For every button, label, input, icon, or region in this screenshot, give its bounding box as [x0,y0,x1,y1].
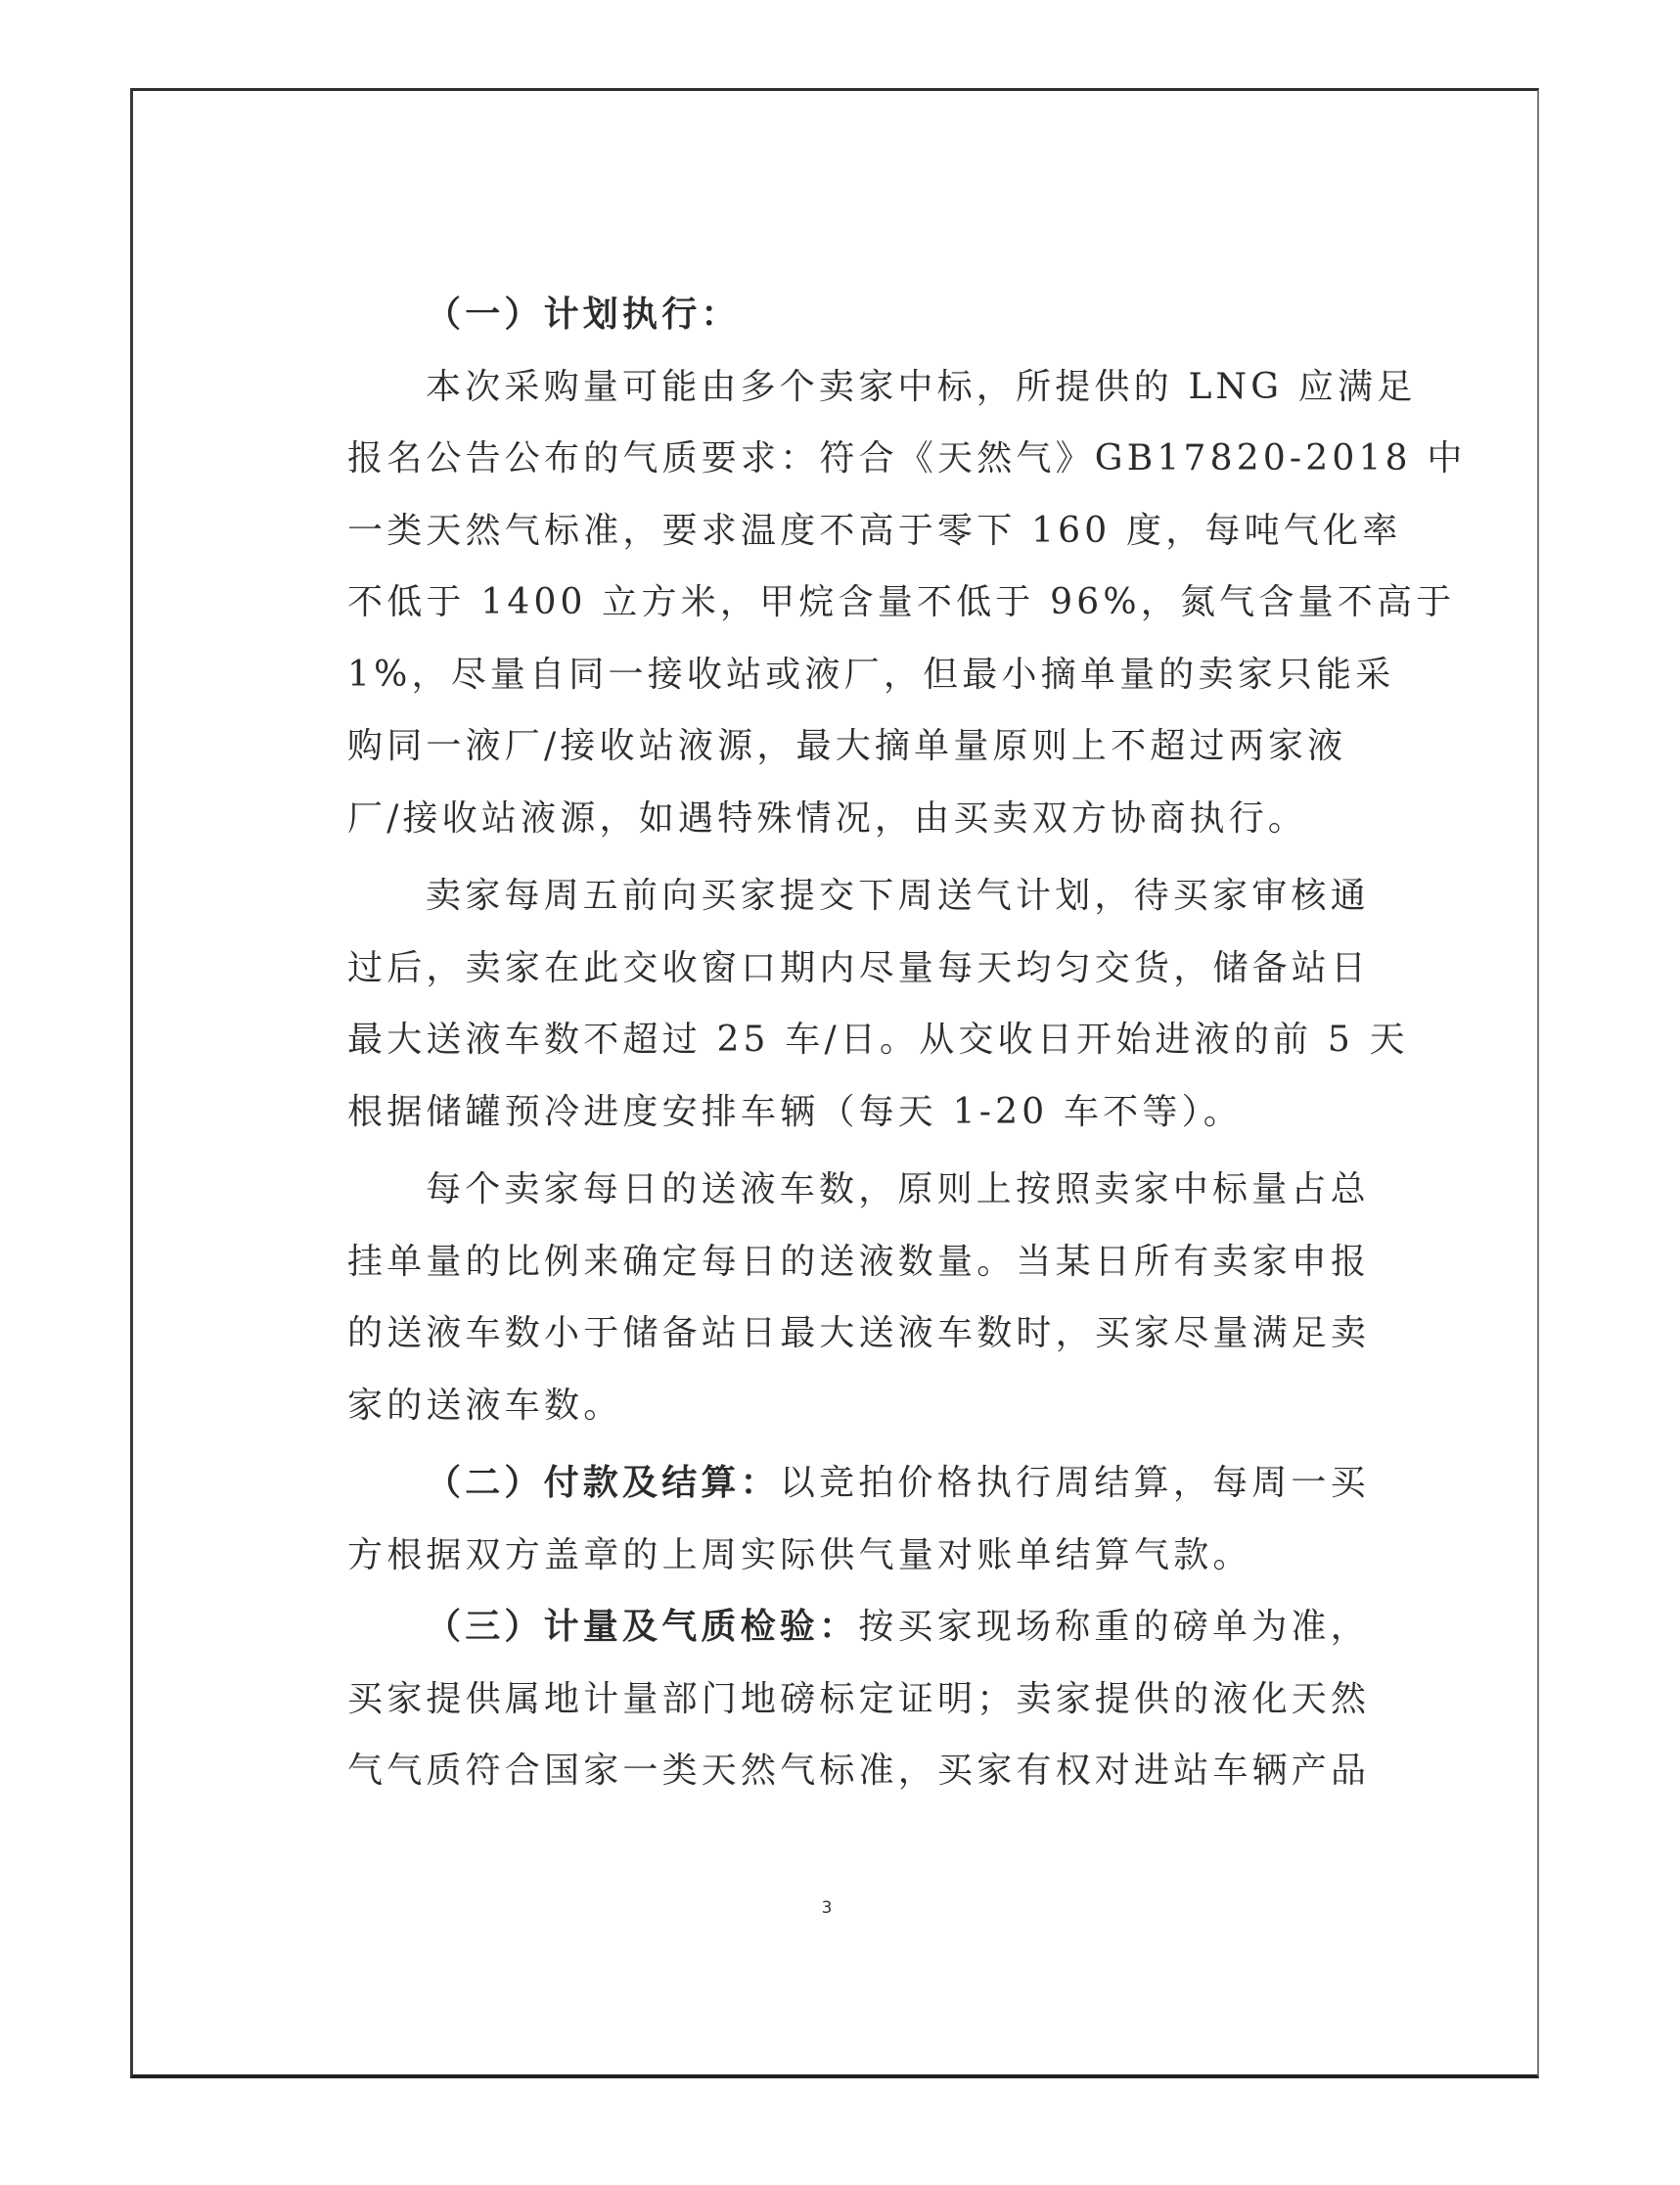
paragraph-line: 挂单量的比例来确定每日的送液数量。当某日所有卖家申报 [347,1241,1371,1282]
paragraph-line: 气气质符合国家一类天然气标准，买家有权对进站车辆产品 [347,1751,1371,1791]
paragraph-line: 购同一液厂/接收站液源，最大摘单量原则上不超过两家液 [347,726,1347,766]
paragraph-line-measurement: （三）计量及气质检验：按买家现场称重的磅单为准， [426,1606,1370,1647]
paragraph-line-payment: （二）付款及结算：以竞拍价格执行周结算，每周一买 [426,1462,1370,1503]
paragraph-line: 根据储罐预冷进度安排车辆（每天 1-20 车不等）。 [347,1091,1243,1132]
paragraph-line: 卖家每周五前向买家提交下周送气计划，待买家审核通 [426,876,1370,916]
paragraph-line: 厂/接收站液源，如遇特殊情况，由买卖双方协商执行。 [347,797,1308,839]
section-heading-measurement: （三）计量及气质检验： [426,1606,859,1647]
document-body [347,279,1467,1807]
paragraph-line: 过后，卖家在此交收窗口期内尽量每天均匀交货，储备站日 [347,947,1371,988]
paragraph-line: 的送液车数小于储备站日最大送液车数时，买家尽量满足卖 [347,1313,1371,1353]
paragraph-line: 不低于 1400 立方米，甲烷含量不低于 96%，氮气含量不高于 [347,582,1456,622]
section-heading-payment: （二）付款及结算： [426,1462,780,1503]
paragraph-line: 买家提供属地计量部门地磅标定证明；卖家提供的液化天然 [347,1678,1371,1719]
paragraph-line: 一类天然气标准，要求温度不高于零下 160 度，每吨气化率 [347,510,1402,551]
paragraph-line: 最大送液车数不超过 25 车/日。从交收日开始进液的前 5 天 [347,1020,1409,1060]
paragraph-line: 家的送液车数。 [347,1385,623,1426]
paragraph-line: 本次采购量可能由多个卖家中标，所提供的 LNG 应满足 [426,366,1417,407]
paragraph-line: 1%，尽量自同一接收站或液厂，但最小摘单量的卖家只能采 [347,654,1395,695]
paragraph-line: 报名公告公布的气质要求：符合《天然气》GB17820-2018 中 [347,438,1467,478]
section-heading-plan-execution: （一）计划执行： [426,294,741,335]
paragraph-line: 每个卖家每日的送液车数，原则上按照卖家中标量占总 [426,1169,1370,1209]
page-number: 3 [821,1898,833,1918]
paragraph-line: 方根据双方盖章的上周实际供气量对账单结算气款。 [347,1534,1252,1575]
